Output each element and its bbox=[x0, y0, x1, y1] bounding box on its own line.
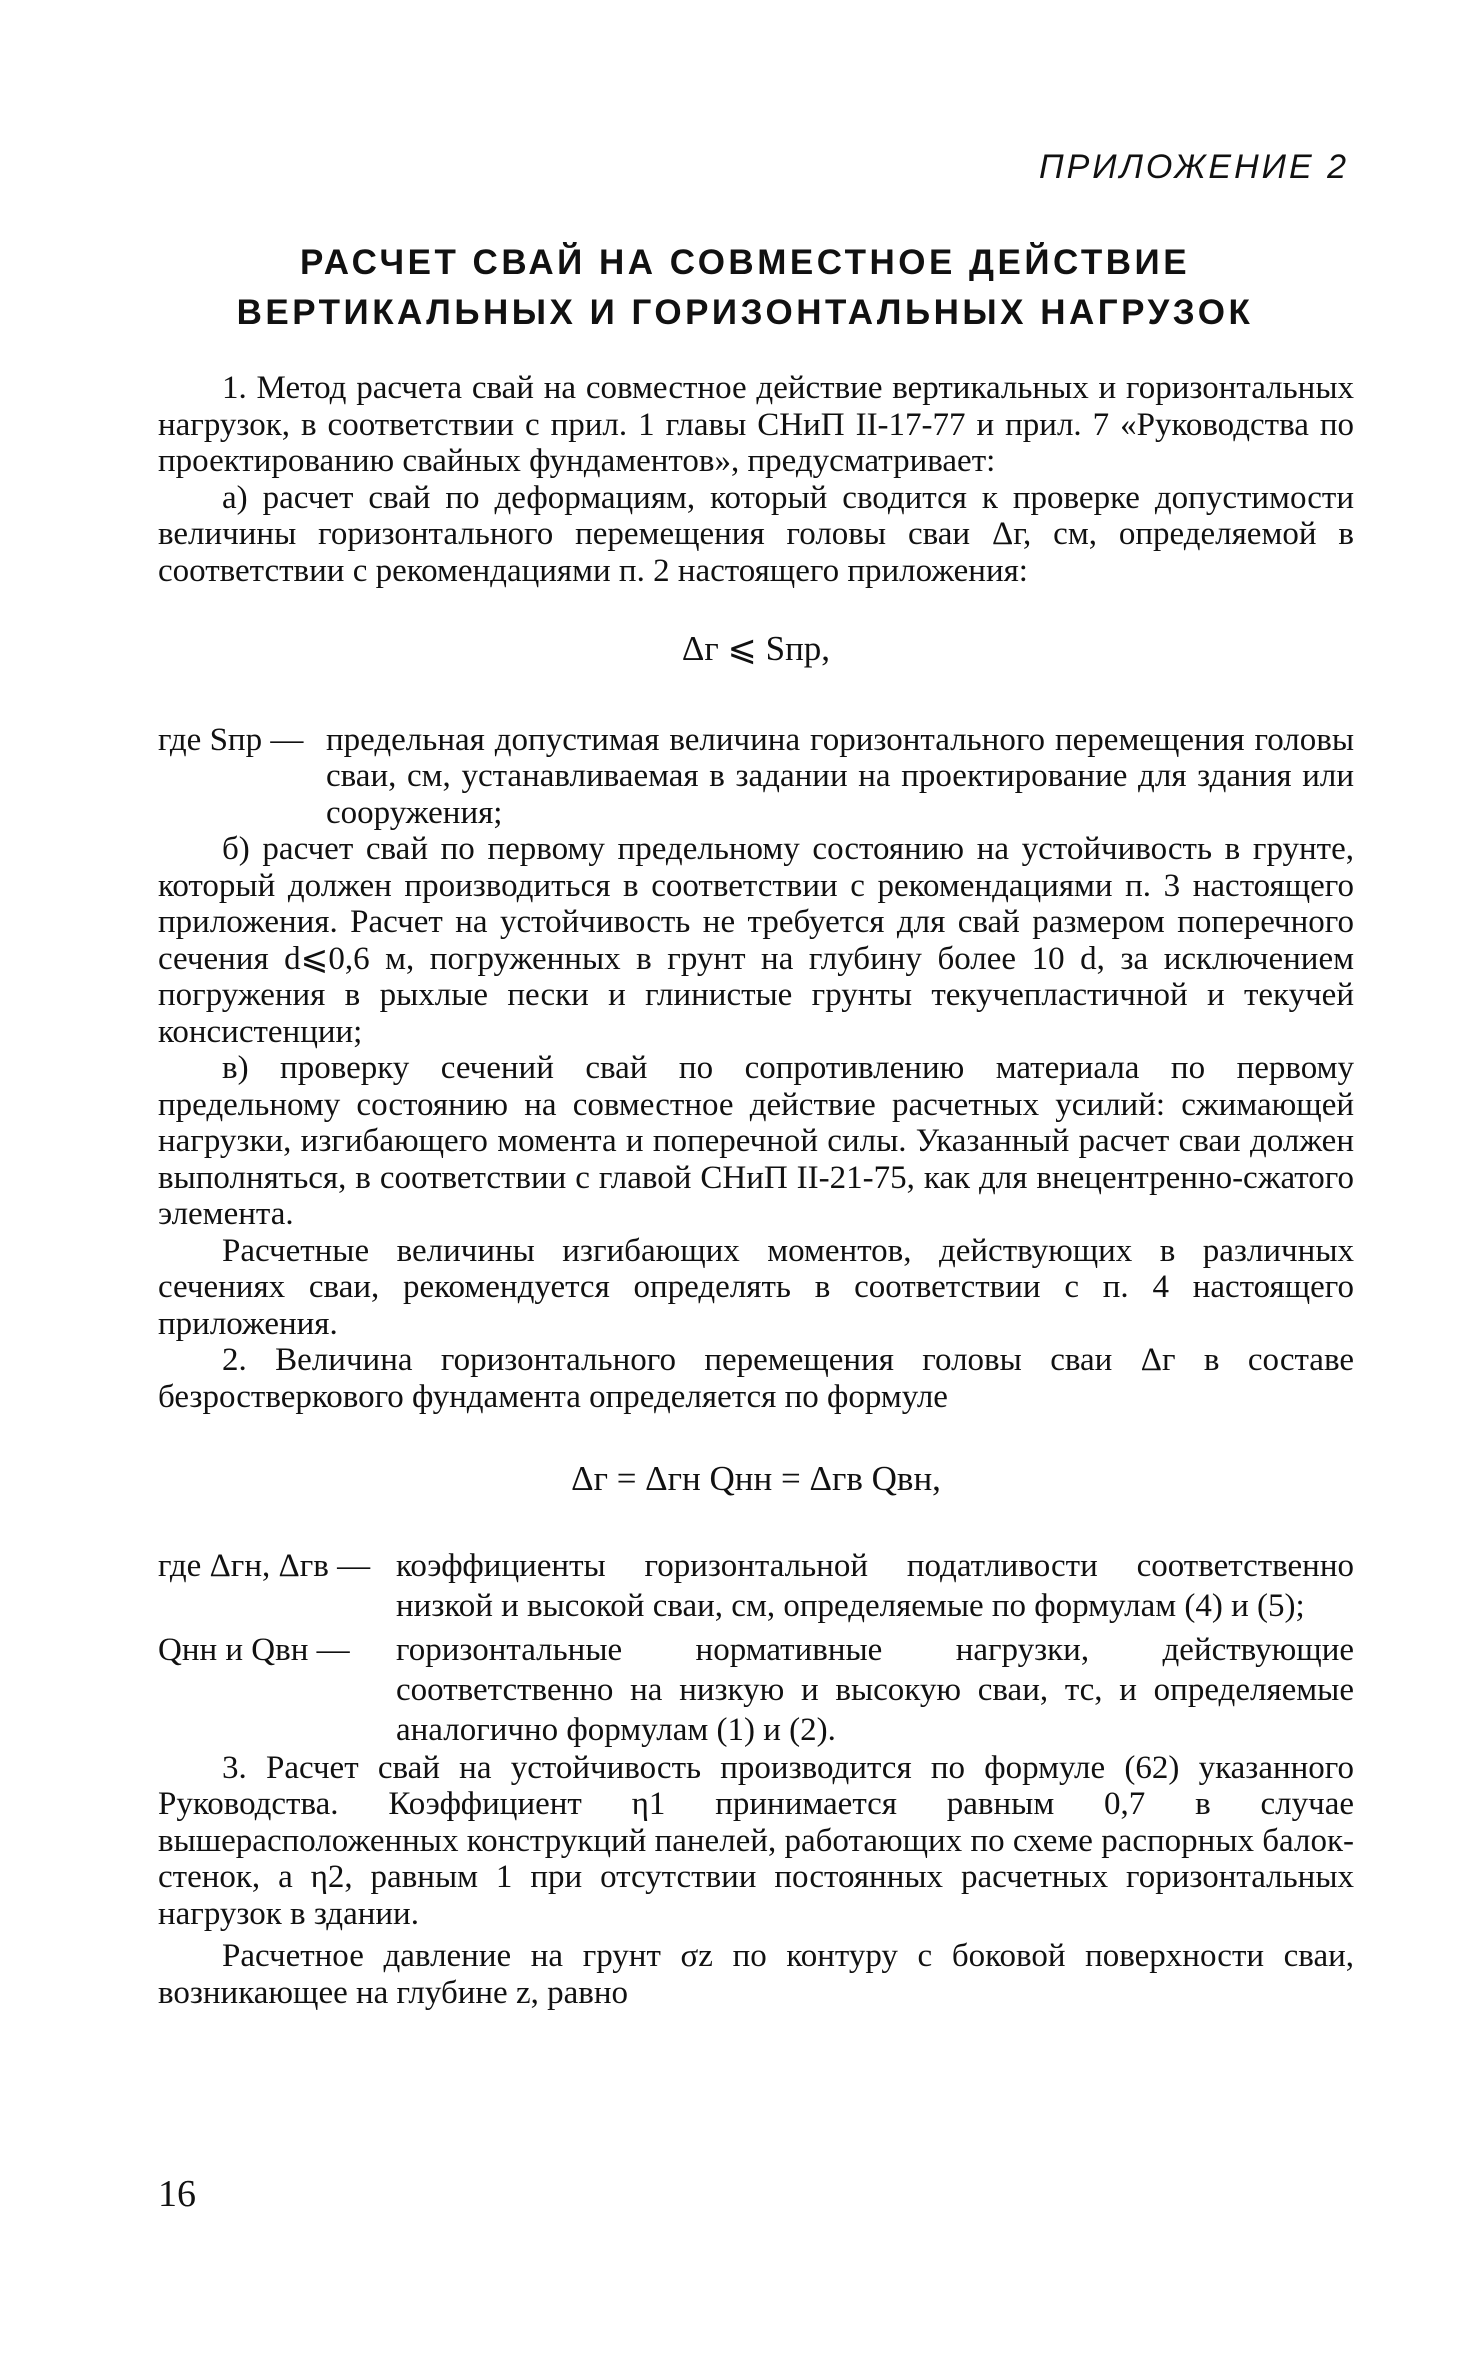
paragraph-1a: а) расчет свай по деформациям, который сводится к проверке допустимости величины горизонтального перемещения головы сваи Δг, см, определяемой в соответствии с рекомендациями п. 2 настоящего приложения: bbox=[158, 479, 1354, 589]
paragraph-2: 2. Величина горизонтального перемещения головы сваи Δг в составе безростверкового фундамента определяется по формуле bbox=[158, 1342, 1354, 1415]
where-clause-2 bbox=[158, 1546, 1354, 1626]
appendix-label: ПРИЛОЖЕНИЕ 2 bbox=[1038, 148, 1349, 186]
where-text-3: горизонтальные нормативные нагрузки, действующие соответственно на низкую и высокую сваи, тс, и определяемые аналогично формулам (1) и (2). bbox=[396, 1631, 1354, 1748]
where-lead-1: где Sпр — bbox=[158, 721, 304, 758]
paragraph-3: 3. Расчет свай на устойчивость производится по формуле (62) указанного Руководства. Коэффициент η1 принимается равным 0,7 в случае вышерасположенных конструкций панелей, работающих по схеме распорных балок-стенок, а η2, равным 1 при отсутствии постоянных расчетных горизонтальных нагрузок в здании. bbox=[158, 1749, 1354, 1932]
paragraph-1b: б) расчет свай по первому предельному состоянию на устойчивость в грунте, который должен производиться в соответствии с рекомендациями п. 3 настоящего приложения. Расчет на устойчивость не требуется для свай размером поперечного сечения d⩽0,6 м, погруженных в грунт на глубину более 10 d, за исключением погружения в рыхлые пески и глинистые грунты текучепластичной и текучей консистенции; bbox=[158, 831, 1354, 1050]
page-title bbox=[160, 238, 1330, 338]
where-text-2: коэффициенты горизонтальной податливости соответственно низкой и высокой сваи, см, определяемые по формулам (4) и (5); bbox=[396, 1547, 1354, 1624]
title-line-2: ВЕРТИКАЛЬНЫХ И ГОРИЗОНТАЛЬНЫХ НАГРУЗОК bbox=[236, 293, 1254, 332]
paragraph-1d: Расчетные величины изгибающих моментов, действующих в различных сечениях сваи, рекомендуется определять в соответствии с п. 4 настоящего приложения. bbox=[158, 1232, 1354, 1342]
formula-2: Δг = Δгн Qнн = Δгв Qвн, bbox=[571, 1459, 941, 1498]
where-text-1: предельная допустимая величина горизонтального перемещения головы сваи, см, устанавливаемая в задании на проектирование для здания или сооружения; bbox=[326, 721, 1354, 831]
where-clause-3 bbox=[158, 1630, 1354, 1750]
where-clause-1 bbox=[158, 722, 1354, 832]
paragraph-4: Расчетное давление на грунт σz по контуру с боковой поверхности сваи, возникающее на глубине z, равно bbox=[158, 1938, 1354, 2011]
where-lead-2: где Δгн, Δгв — bbox=[158, 1547, 371, 1584]
formula-1: Δг ⩽ Sпр, bbox=[681, 629, 831, 668]
page-number: 16 bbox=[158, 2173, 196, 2215]
paragraph-1: 1. Метод расчета свай на совместное действие вертикальных и горизонтальных нагрузок, в соответствии с прил. 1 главы СНиП II-17-77 и прил. 7 «Руководства по проектированию свайных фундаментов», предусматривает: bbox=[158, 370, 1354, 479]
title-line-1: РАСЧЕТ СВАЙ НА СОВМЕСТНОЕ ДЕЙСТВИЕ bbox=[299, 243, 1191, 282]
where-lead-3: Qнн и Qвн — bbox=[158, 1631, 350, 1668]
body-text bbox=[158, 370, 1354, 2011]
paragraph-1c: в) проверку сечений свай по сопротивлению материала по первому предельному состоянию на совместное действие расчетных усилий: сжимающей нагрузки, изгибающего момента и поперечной силы. Указанный расчет сваи должен выполняться, в соответствии с главой СНиП II-21-75, как для внецентренно-сжатого элемента. bbox=[158, 1050, 1354, 1232]
